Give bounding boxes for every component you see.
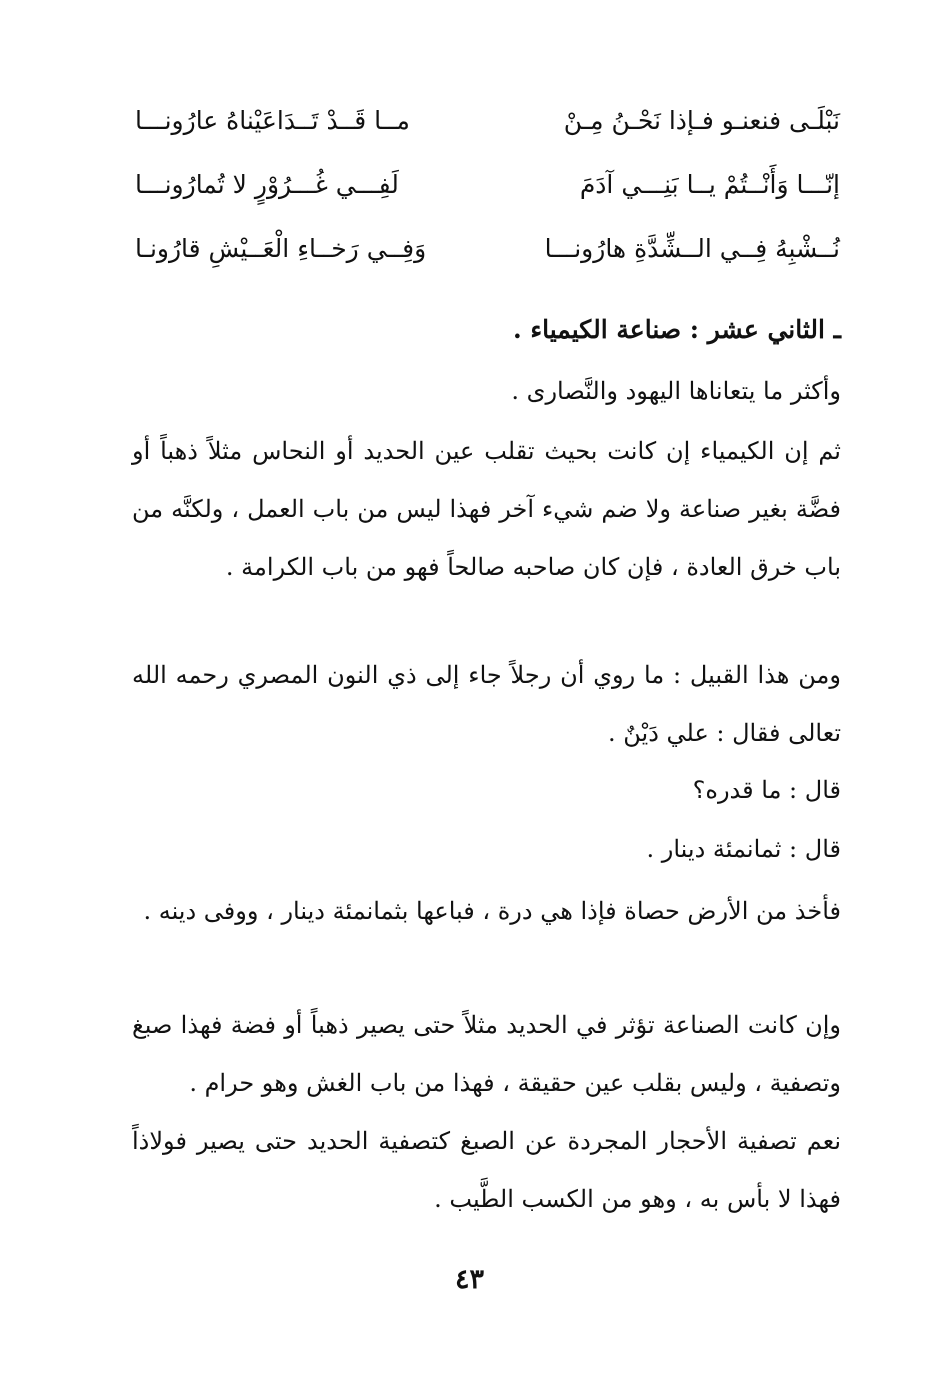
- page-number: ٤٣: [454, 1264, 484, 1295]
- paragraph: نعم تصفية الأحجار المجردة عن الصبغ كتصفية الحديد حتى يصير فولاذاً فهذا لا بأس به ، وهو من الكسب الطَّيب .: [132, 1127, 841, 1213]
- verse-first-hemistich: نَبْلَـى فنعنـو فـإذا نَحْـنُ مِـنْ: [563, 106, 840, 135]
- paragraph: وأكثر ما يتعاناها اليهود والنَّصارى .: [511, 377, 841, 405]
- verse-second-hemistich: لَفِـــي غُـــرُوْرٍ لا تُمارُونـــا: [135, 170, 399, 199]
- poem-verses: [135, 96, 840, 288]
- paragraph: فأخذ من الأرض حصاة فإذا هي درة ، فباعها بثمانمئة دينار ، ووفى دينه .: [143, 897, 841, 925]
- verse-line: [135, 96, 840, 160]
- verse-line: [135, 160, 840, 224]
- paragraph: قال : ما قدره؟: [692, 776, 841, 804]
- verse-second-hemistich: مــا قَــدْ تَــدَاعَيْناهُ عارُونـــا: [135, 106, 410, 135]
- paragraph: وإن كانت الصناعة تؤثر في الحديد مثلاً حتى يصير ذهباً أو فضة فهذا صبغ وتصفية ، وليس بقلب عين حقيقة ، فهذا من باب الغش وهو حرام .: [132, 1011, 841, 1097]
- verse-line: [135, 224, 840, 288]
- section-heading: ـ الثاني عشر : صناعة الكيمياء .: [512, 315, 841, 344]
- paragraph: ومن هذا القبيل : ما روي أن رجلاً جاء إلى ذي النون المصري رحمه الله تعالى فقال : علي دَيْنٌ .: [132, 661, 841, 747]
- verse-first-hemistich: إنّـــا وَأَنْــتُمْ يــا بَنِـــي آدَمَ: [579, 170, 840, 199]
- paragraph: قال : ثمانمئة دينار .: [646, 835, 841, 863]
- verse-first-hemistich: نُــشْبِهُ فِــي الــشِّدَّةِ هارُونـــا: [544, 234, 840, 263]
- verse-second-hemistich: وَفِــي رَخــاءِ الْعَــيْشِ قارُونـا: [135, 234, 427, 263]
- paragraph: ثم إن الكيمياء إن كانت بحيث تقلب عين الحديد أو النحاس مثلاً ذهباً أو فضَّة بغير صناعة ولا ضم شيء آخر فهذا ليس من باب العمل ، ولكنَّه من باب خرق العادة ، فإن كان صاحبه صالحاً فهو من باب الكرامة .: [132, 437, 841, 581]
